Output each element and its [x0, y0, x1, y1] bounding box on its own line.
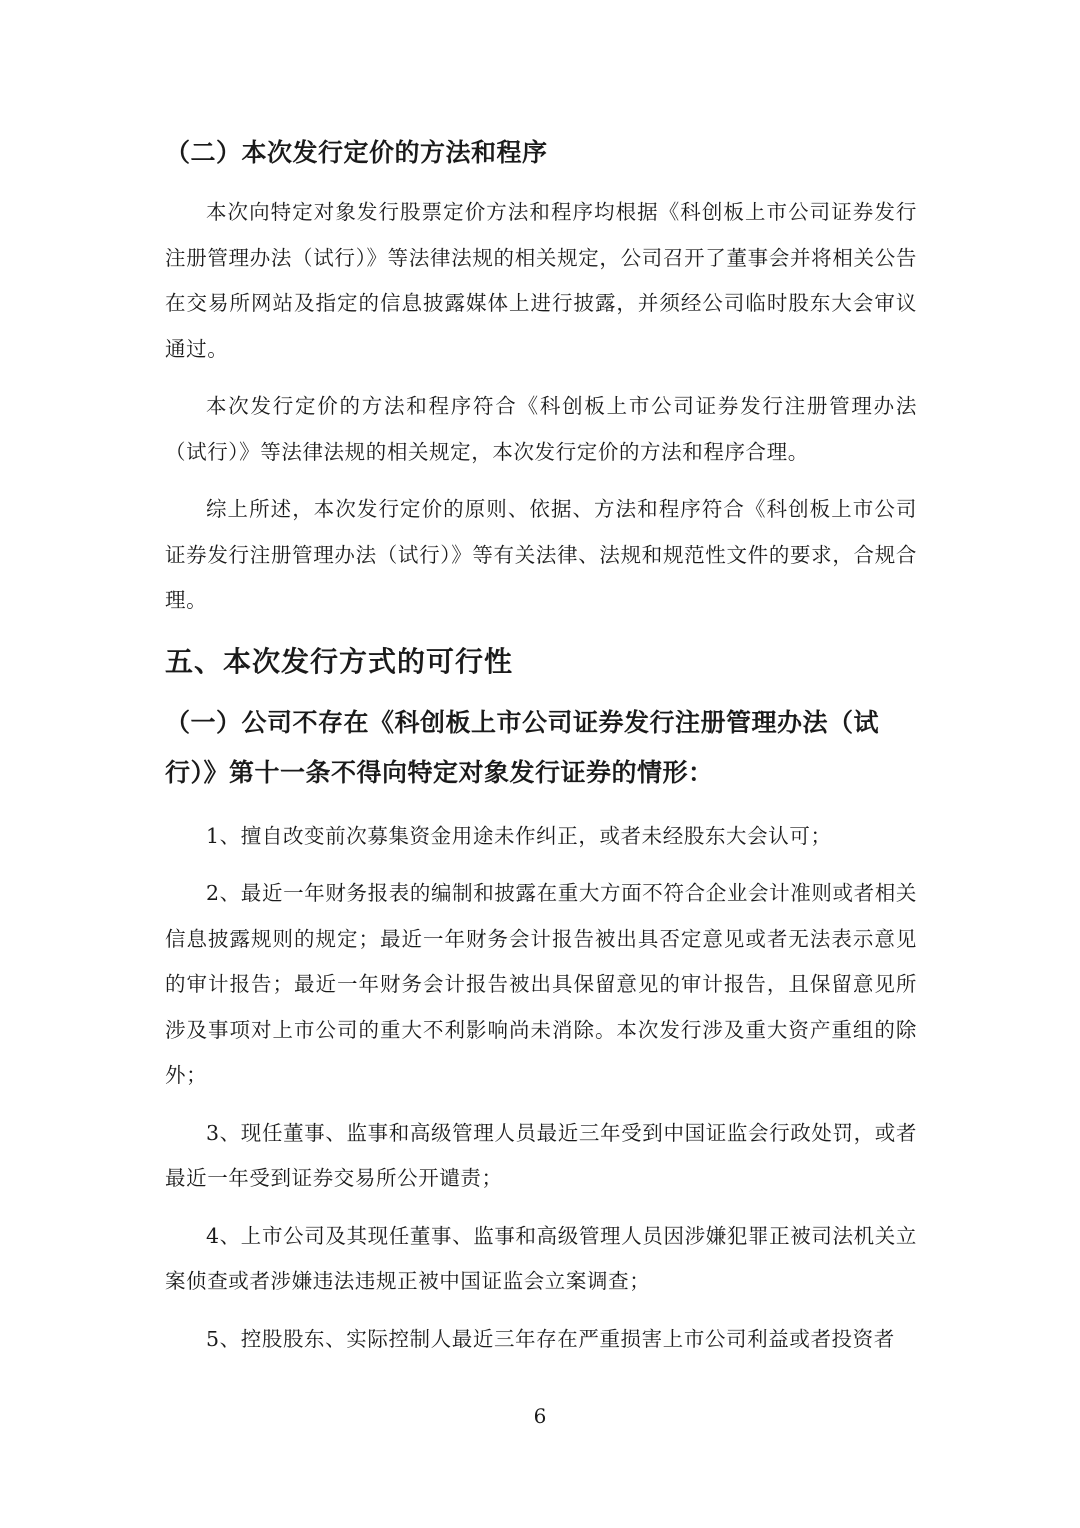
- condition-item-3: 3、现任董事、监事和高级管理人员最近三年受到中国证监会行政处罚，或者最近一年受到证券交易所公开谴责；: [165, 1120, 917, 1190]
- paragraph-pricing-procedure: 本次向特定对象发行股票定价方法和程序均根据《科创板上市公司证券发行注册管理办法（试行）》等法律法规的相关规定，公司召开了董事会并将相关公告在交易所网站及指定的信息披露媒体上进行披露，并须经公司临时股东大会审议通过。: [165, 200, 917, 361]
- subsection-heading-no-prohibited-circumstances: （一）公司不存在《科创板上市公司证券发行注册管理办法（试行）》第十一条不得向特定对象发行证券的情形：: [165, 707, 880, 787]
- chapter-heading-feasibility: 五、本次发行方式的可行性: [165, 644, 514, 678]
- page-content: [165, 130, 917, 1362]
- page-number: 6: [533, 1404, 547, 1428]
- condition-item-1: 1、擅自改变前次募集资金用途未作纠正，或者未经股东大会认可；: [206, 823, 832, 848]
- condition-item-5: 5、控股股东、实际控制人最近三年存在严重损害上市公司利益或者投资者: [206, 1326, 895, 1351]
- condition-item-2: 2、最近一年财务报表的编制和披露在重大方面不符合企业会计准则或者相关信息披露规则的规定；最近一年财务会计报告被出具否定意见或者无法表示意见的审计报告；最近一年财务会计报告被出具保留意见的审计报告，且保留意见所涉及事项对上市公司的重大不利影响尚未消除。本次发行涉及重大资产重组的除外；: [165, 881, 917, 1087]
- condition-item-4: 4、上市公司及其现任董事、监事和高级管理人员因涉嫌犯罪正被司法机关立案侦查或者涉嫌违法违规正被中国证监会立案调查；: [165, 1223, 917, 1293]
- section-heading-pricing-method: （二）本次发行定价的方法和程序: [165, 138, 548, 167]
- paragraph-pricing-compliance: 本次发行定价的方法和程序符合《科创板上市公司证券发行注册管理办法（试行）》等法律法规的相关规定，本次发行定价的方法和程序合理。: [165, 394, 917, 464]
- paragraph-pricing-summary: 综上所述，本次发行定价的原则、依据、方法和程序符合《科创板上市公司证券发行注册管理办法（试行）》等有关法律、法规和规范性文件的要求，合规合理。: [165, 497, 917, 612]
